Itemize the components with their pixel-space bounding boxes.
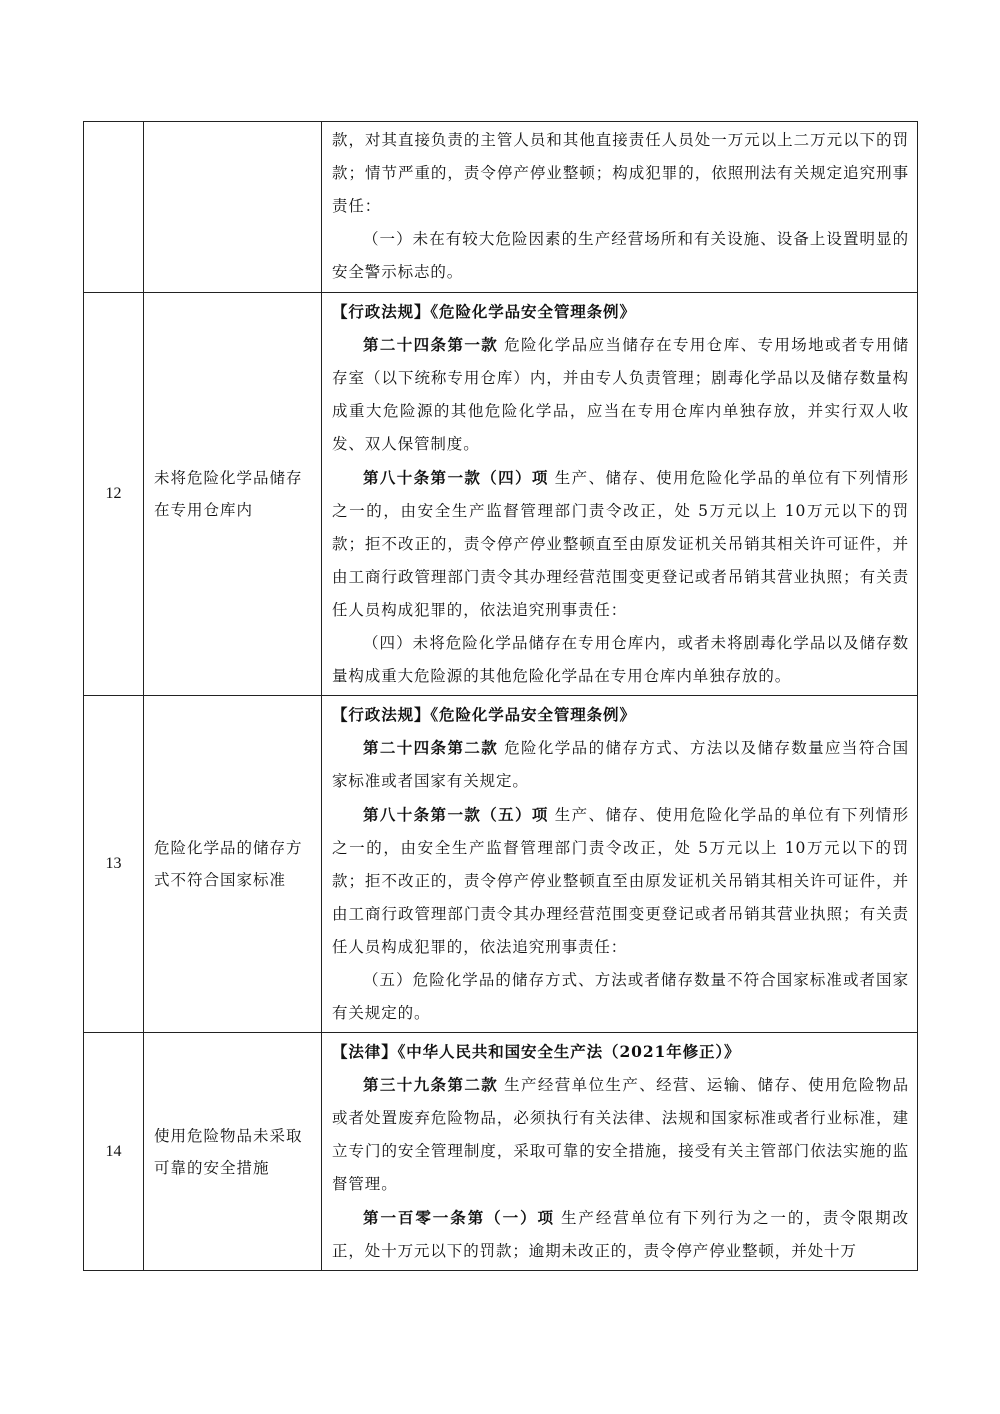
law-paragraph xyxy=(332,798,909,964)
regulation-table xyxy=(83,121,918,1271)
law-cell xyxy=(322,1033,918,1271)
law-paragraph: （四）未将危险化学品储存在专用仓库内，或者未将剧毒化学品以及储存数量构成重大危险源的其他危险化学品在专用仓库内单独存放的。 xyxy=(332,634,909,685)
law-paragraph xyxy=(332,1068,909,1201)
table-row xyxy=(84,293,918,696)
issue-cell: 未将危险化学品储存在专用仓库内 xyxy=(144,293,322,696)
issue-cell: 使用危险物品未采取可靠的安全措施 xyxy=(144,1033,322,1271)
law-paragraph xyxy=(332,328,909,461)
article-text: 生产经营单位生产、经营、运输、储存、使用危险物品或者处置废弃危险物品，必须执行有关法律、法规和国家标准或者行业标准，建立专门的安全管理制度，采取可靠的安全措施，接受有关主管部门依法实施的监督管理。 xyxy=(332,1076,909,1193)
article-lead: 第三十九条第二款 xyxy=(363,1075,499,1094)
law-paragraph xyxy=(332,1201,909,1268)
law-source: 【行政法规】《危险化学品安全管理条例》 xyxy=(332,302,636,321)
law-paragraph xyxy=(332,461,909,627)
article-lead: 第二十四条第二款 xyxy=(363,738,499,757)
law-cell xyxy=(322,696,918,1033)
article-lead: 第八十条第一款（四）项 xyxy=(363,468,549,487)
law-paragraph xyxy=(332,731,909,798)
issue-cell: 危险化学品的储存方式不符合国家标准 xyxy=(144,696,322,1033)
table-row xyxy=(84,696,918,1033)
law-cell xyxy=(322,293,918,696)
row-number: 13 xyxy=(84,696,144,1033)
article-lead: 第八十条第一款（五）项 xyxy=(363,805,549,824)
issue-cell xyxy=(144,122,322,293)
table-row xyxy=(84,1033,918,1271)
row-number xyxy=(84,122,144,293)
row-number: 14 xyxy=(84,1033,144,1271)
law-paragraph: 款，对其直接负责的主管人员和其他直接责任人员处一万元以上二万元以下的罚款；情节严重的，责令停产停业整顿；构成犯罪的，依照刑法有关规定追究刑事责任： xyxy=(332,131,909,215)
article-lead: 第二十四条第一款 xyxy=(363,335,499,354)
law-cell xyxy=(322,122,918,293)
article-text: 生产、储存、使用危险化学品的单位有下列情形之一的，由安全生产监督管理部门责令改正，处 5万元以上 10万元以下的罚款；拒不改正的，责令停产停业整顿直至由原发证机关吊销其相关许可证件，并由工商行政管理部门责令其办理经营范围变更登记或者吊销其营业执照；有关责任人员构成犯罪的，依法追究刑事责任： xyxy=(332,469,909,619)
row-number: 12 xyxy=(84,293,144,696)
law-paragraph: （一）未在有较大危险因素的生产经营场所和有关设施、设备上设置明显的安全警示标志的。 xyxy=(332,230,909,281)
article-text: 危险化学品应当储存在专用仓库、专用场地或者专用储存室（以下统称专用仓库）内，并由专人负责管理；剧毒化学品以及储存数量构成重大危险源的其他危险化学品，应当在专用仓库内单独存放，并实行双人收发、双人保管制度。 xyxy=(332,336,909,453)
article-text: 生产经营单位有下列行为之一的，责令限期改正，处十万元以下的罚款；逾期未改正的，责令停产停业整顿，并处十万 xyxy=(332,1209,909,1260)
law-paragraph: （五）危险化学品的储存方式、方法或者储存数量不符合国家标准或者国家有关规定的。 xyxy=(332,971,909,1022)
law-source: 【法律】《中华人民共和国安全生产法（2021年修正）》 xyxy=(332,1042,741,1061)
article-lead: 第一百零一条第（一）项 xyxy=(363,1208,555,1227)
article-text: 危险化学品的储存方式、方法以及储存数量应当符合国家标准或者国家有关规定。 xyxy=(332,739,909,790)
article-text: 生产、储存、使用危险化学品的单位有下列情形之一的，由安全生产监督管理部门责令改正，处 5万元以上 10万元以下的罚款；拒不改正的，责令停产停业整顿直至由原发证机关吊销其相关许可证件，并由工商行政管理部门责令其办理经营范围变更登记或者吊销其营业执照；有关责任人员构成犯罪的，依法追究刑事责任： xyxy=(332,806,909,956)
law-source: 【行政法规】《危险化学品安全管理条例》 xyxy=(332,705,636,724)
table-row xyxy=(84,122,918,293)
